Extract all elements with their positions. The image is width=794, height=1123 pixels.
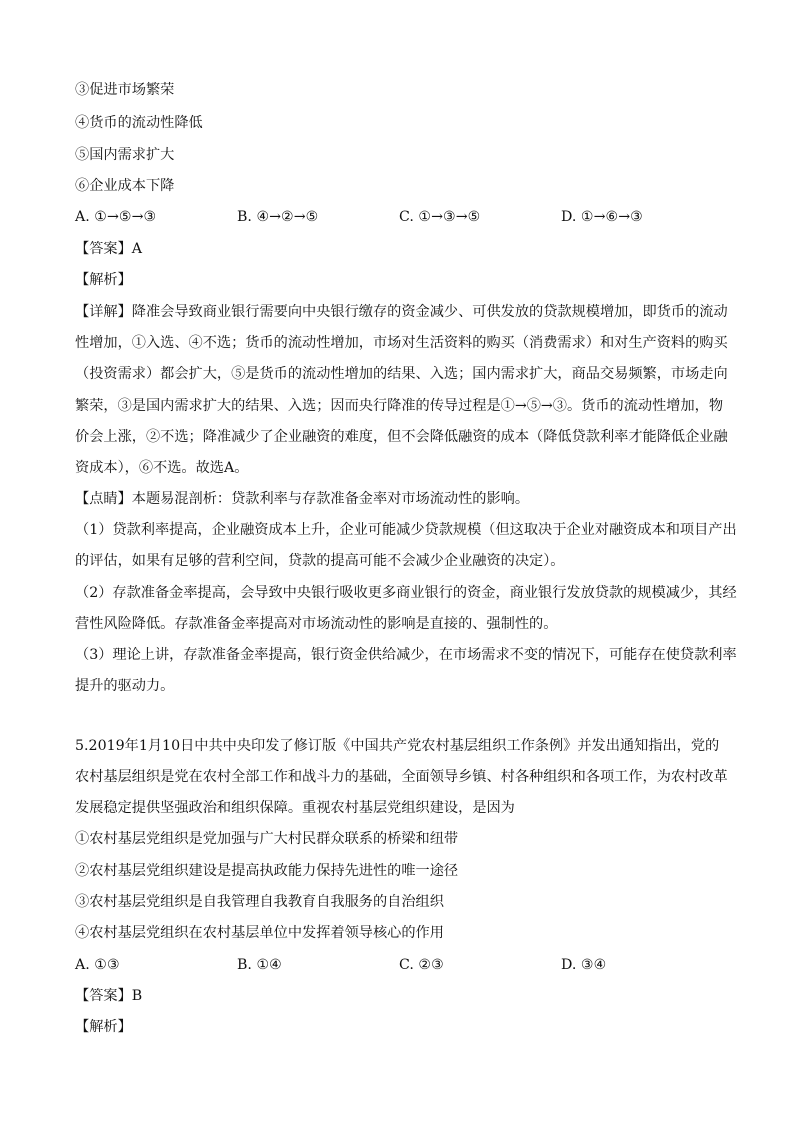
q4-item-6: ⑥企业成本下降	[75, 178, 175, 194]
q5-option-c: C. ②③	[399, 957, 444, 973]
q4-option-a: A. ①→⑤→③	[75, 209, 157, 225]
q4-item-5: ⑤国内需求扩大	[75, 147, 175, 163]
q5-item-4: ④农村基层党组织在农村基层单位中发挥着领导核心的作用	[75, 925, 444, 941]
q5-item-1: ①农村基层党组织是党加强与广大村民群众联系的桥梁和纽带	[75, 831, 459, 847]
q4-detail-line: （投资需求）都会扩大，⑤是货币的流动性增加的结果、入选；国内需求扩大，商品交易频繁，市场走向	[75, 366, 728, 382]
q5-item-3: ③农村基层党组织是自我管理自我教育自我服务的自治组织	[75, 894, 444, 910]
q4-item-4: ④货币的流动性降低	[75, 115, 203, 131]
q4-tip-line: 提升的驱动力。	[75, 678, 175, 694]
q5-stem-line: 农村基层组织是党在农村全部工作和战斗力的基础，全面领导乡镇、村各种组织和各项工作，为农村改革	[75, 769, 728, 785]
q4-tip-line: 的评估，如果有足够的营利空间，贷款的提高可能不会减少企业融资的决定）。	[75, 553, 565, 569]
q5-stem-line: 发展稳定提供坚强政治和组织保障。重视农村基层党组织建设，是因为	[75, 800, 515, 816]
q4-item-3: ③促进市场繁荣	[75, 82, 175, 98]
q5-answer: 【答案】B	[75, 988, 143, 1004]
q4-detail-line: 性增加，①入选、④不选；货币的流动性增加，市场对生活资料的购买（消费需求）和对生产资料的购买	[75, 335, 728, 351]
q4-option-d: D. ①→⑥→③	[561, 209, 643, 225]
q5-analysis-label: 【解析】	[75, 1019, 132, 1035]
q4-detail-line: 【详解】降准会导致商业银行需要向中央银行缴存的资金减少、可供发放的贷款规模增加，即货币的流动	[75, 304, 728, 320]
q5-stem-line: 5.2019年1月10日中共中央印发了修订版《中国共产党农村基层组织工作条例》并发出通知指出，党的	[75, 738, 720, 754]
q4-analysis-label: 【解析】	[75, 272, 132, 288]
q5-item-2: ②农村基层党组织建设是提高执政能力保持先进性的唯一途径	[75, 863, 459, 879]
q4-option-b: B. ④→②→⑤	[237, 209, 319, 225]
q4-detail-line: 资成本），⑥不选。故选A。	[75, 460, 249, 476]
q4-tip-line: （1）贷款利率提高，企业融资成本上升，企业可能减少贷款规模（但这取决于企业对融资成本和项目产出	[75, 522, 737, 538]
q5-option-b: B. ①④	[237, 957, 282, 973]
q4-answer: 【答案】A	[75, 241, 142, 257]
q4-tip-line: 营性风险降低。存款准备金率提高对市场流动性的影响是直接的、强制性的。	[75, 616, 558, 632]
q4-option-c: C. ①→③→⑤	[399, 209, 481, 225]
q4-detail-line: 价会上涨，②不选；降准减少了企业融资的难度，但不会降低融资的成本（降低贷款利率才能降低企业融	[75, 429, 728, 445]
q5-option-a: A. ①③	[75, 957, 120, 973]
q4-tip-line: （2）存款准备金率提高，会导致中央银行吸收更多商业银行的资金，商业银行发放贷款的规模减少，其经	[75, 585, 737, 601]
q4-tip-line: 【点睛】本题易混剖析：贷款利率与存款准备金率对市场流动性的影响。	[75, 491, 530, 507]
q4-tip-line: （3）理论上讲，存款准备金率提高，银行资金供给减少，在市场需求不变的情况下，可能存在使贷款利率	[75, 647, 737, 663]
q4-detail-line: 繁荣，③是国内需求扩大的结果、入选；因而央行降准的传导过程是①→⑤→③。货币的流动性增加，物	[75, 398, 724, 414]
q5-option-d: D. ③④	[561, 957, 607, 973]
